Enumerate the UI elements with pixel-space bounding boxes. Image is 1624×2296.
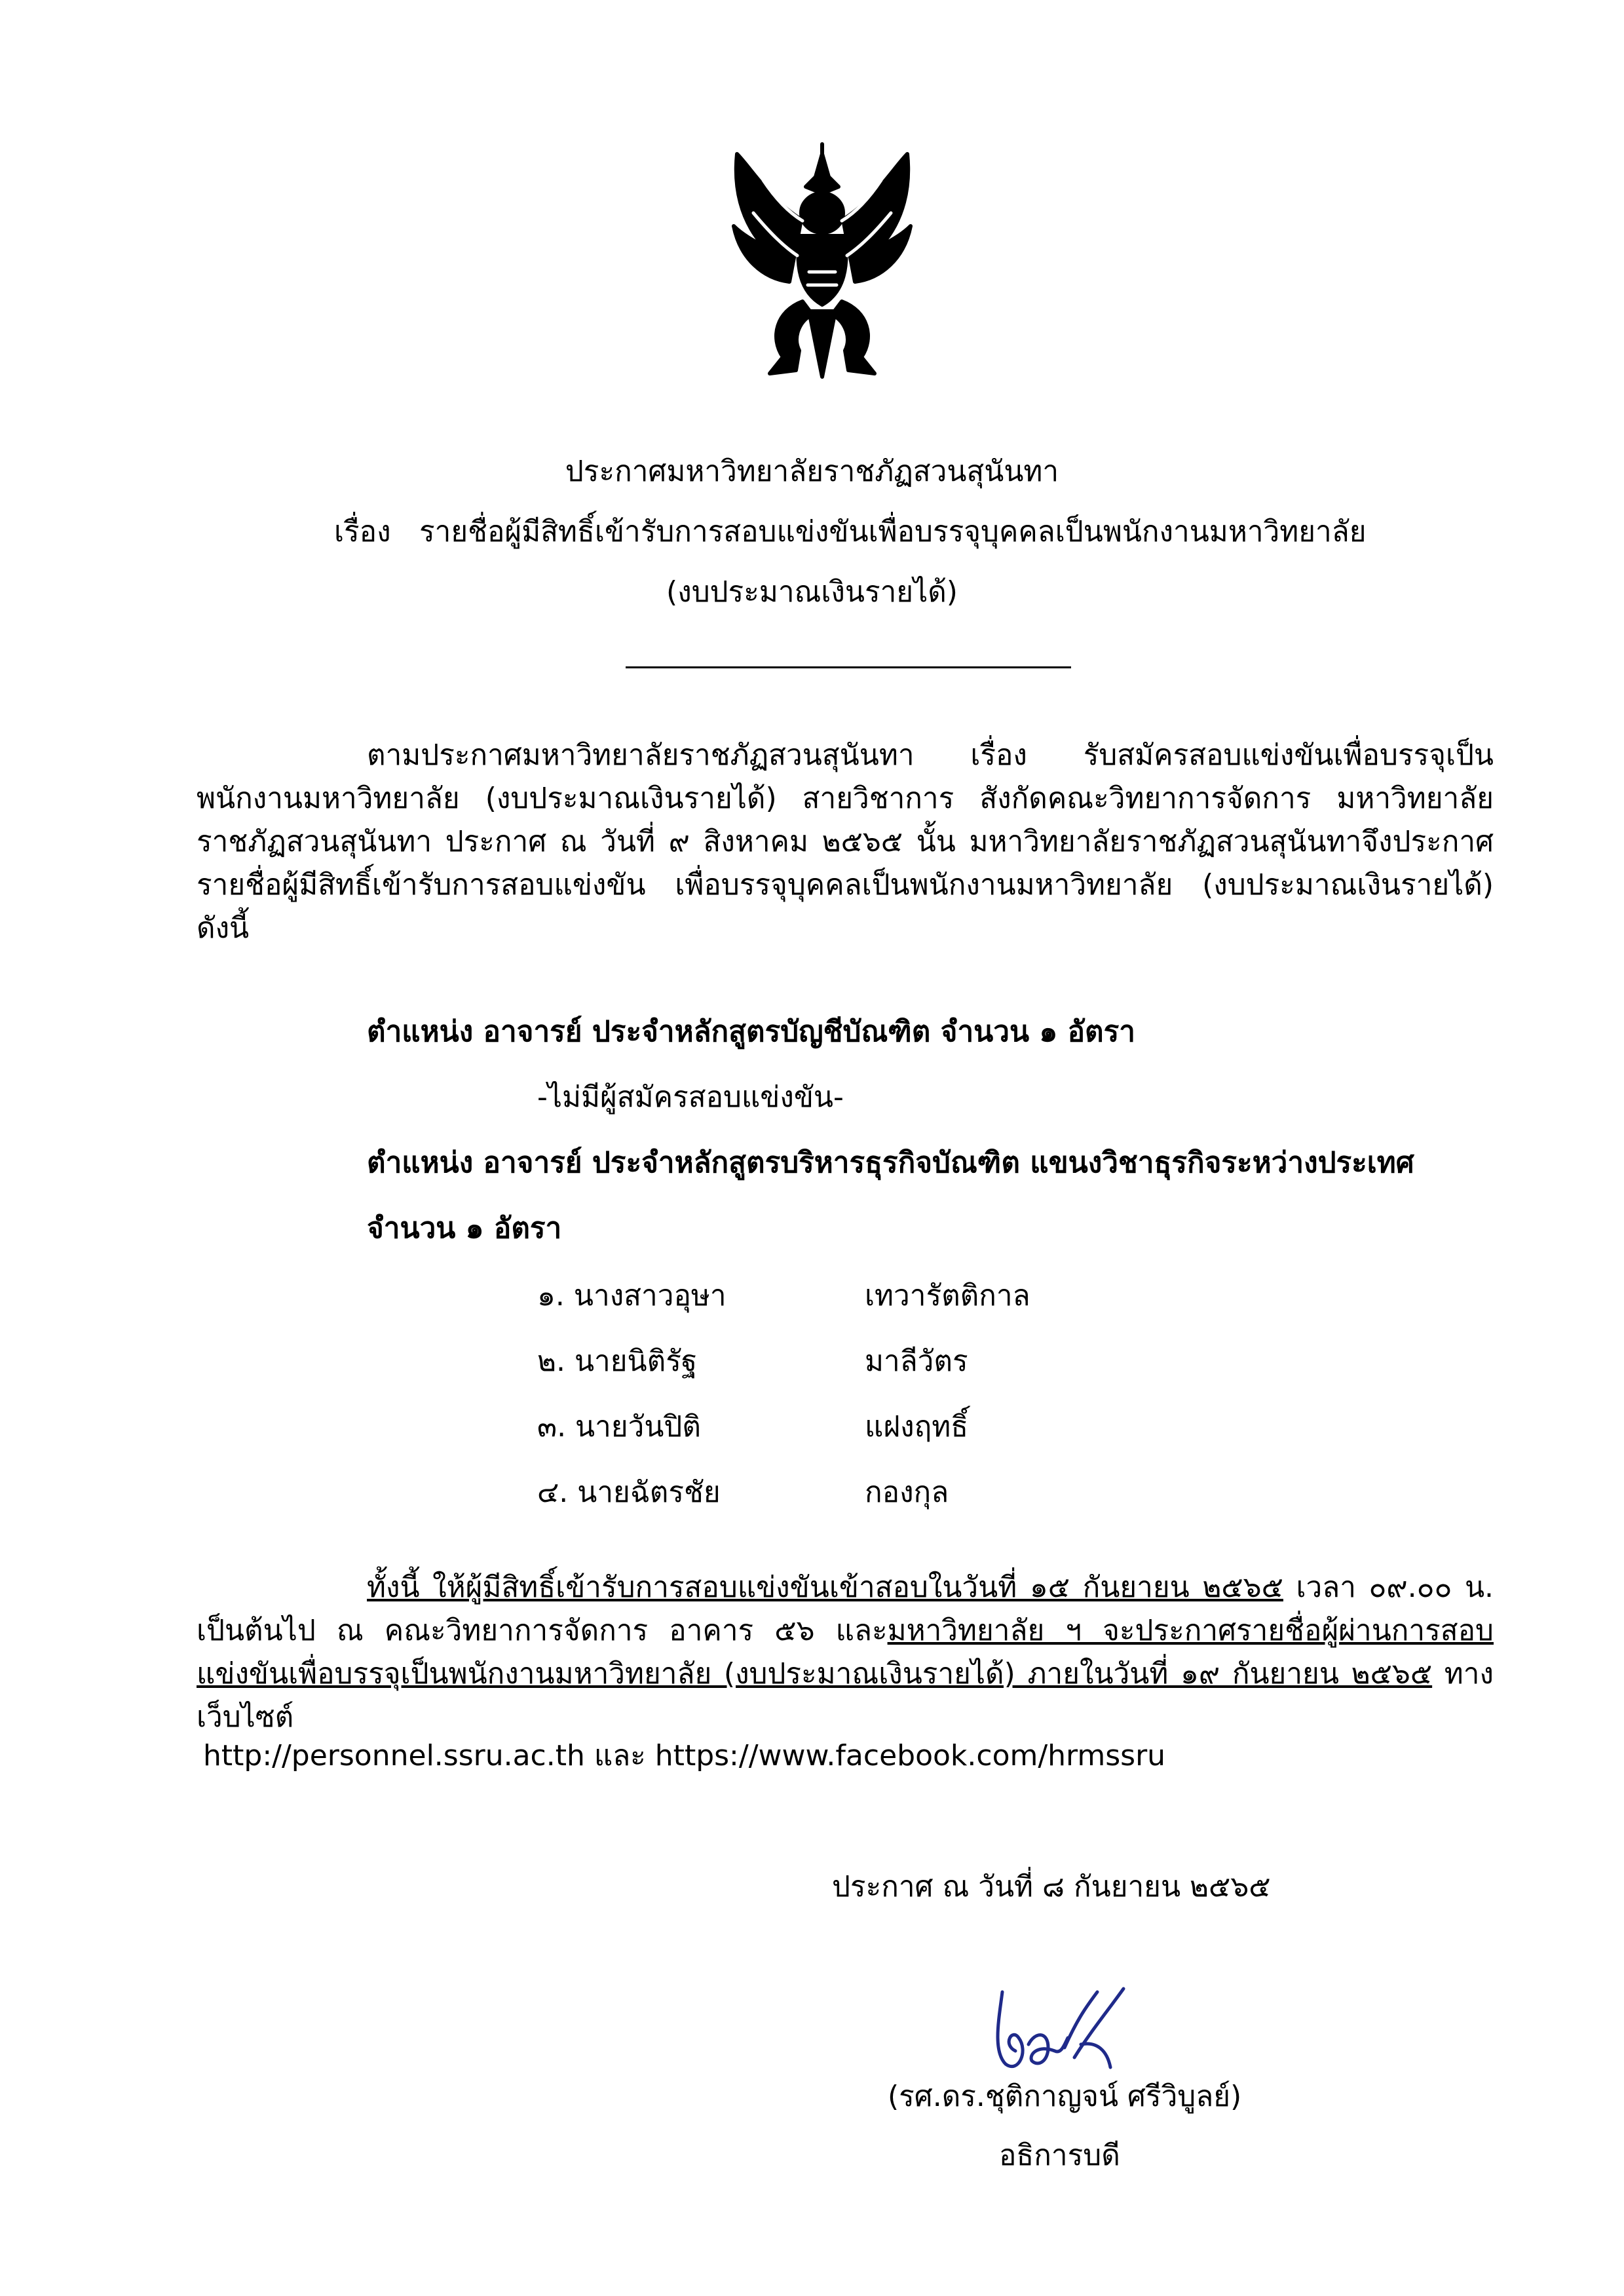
exam-date-text: ทั้งนี้ ให้ผู้มีสิทธิ์เข้ารับการสอบแข่งขันเข้าสอบในวันที่ ๑๕ กันยายน ๒๕๖๕ <box>367 1571 1283 1604</box>
signer-title: อธิการบดี <box>999 2139 1120 2172</box>
intro-text: ตามประกาศมหาวิทยาลัยราชภัฏสวนสุนันทา เรื่อง รับสมัครสอบแข่งขันเพื่อบรรจุเป็นพนักงานมหาวิทยาลัย (งบประมาณเงินรายได้) สายวิชาการ สังกัดคณะวิทยาการจัดการ มหาวิทยาลัยราชภัฏสวนสุนันทา ประกาศ ณ วันที่ ๙ สิงหาคม ๒๕๖๕ นั้น มหาวิทยาลัยราชภัฏสวนสุนันทาจึงประกาศรายชื่อผู้มีสิทธิ์เข้ารับการสอบแข่งขัน เพื่อบรรจุบุคคลเป็นพนักงานมหาวิทยาลัย (งบประมาณเงินรายได้) ดังนี้ <box>197 738 1494 945</box>
signature-icon <box>966 1966 1163 2084</box>
result-date-text: มหาวิทยาลัย ฯ จะประกาศรายชื่อผู้ผ่านการสอบแข่งขันเพื่อบรรจุเป็นพนักงานมหาวิทยาลัย (งบประมาณเงินรายได้) ภายในวันที่ ๑๙ กันยายน ๒๕๖๕ <box>197 1614 1494 1691</box>
announcement-title: ประกาศมหาวิทยาลัยราชภัฏสวนสุนันทา <box>565 455 1059 488</box>
position-1-title: ตำแหน่ง อาจารย์ ประจำหลักสูตรบัญชีบัณฑิต จำนวน ๑ อัตรา <box>367 1015 1135 1048</box>
candidate-3-last: แฝงฤทธิ์ <box>865 1410 969 1444</box>
position-1-note: -ไม่มีผู้สมัครสอบแข่งขัน- <box>537 1081 844 1114</box>
closing-paragraph <box>197 1566 1494 1739</box>
candidate-4-last: กองกุล <box>865 1476 949 1509</box>
budget-text: (งบประมาณเงินรายได้) <box>666 575 958 609</box>
garuda-emblem-icon <box>724 141 920 390</box>
subject-label: เรื่อง <box>334 515 391 548</box>
subject-text: รายชื่อผู้มีสิทธิ์เข้ารับการสอบแข่งขันเพื่อบรรจุบุคคลเป็นพนักงานมหาวิทยาลัย <box>419 515 1367 548</box>
intro-paragraph <box>197 734 1494 950</box>
website-links: http://personnel.ssru.ac.th และ https://www.facebook.com/hrmssru <box>203 1739 1166 1772</box>
exam-venue-text: เวลา ๐๙.๐๐ น. เป็นต้นไป ณ คณะวิทยาการจัดการ อาคาร ๕๖ และ <box>197 1571 1494 1647</box>
position-2-title: ตำแหน่ง อาจารย์ ประจำหลักสูตรบริหารธุรกิจบัณฑิต แขนงวิชาธุรกิจระหว่างประเทศ <box>367 1146 1414 1179</box>
position-2-title-line2: จำนวน ๑ อัตรา <box>367 1212 562 1245</box>
candidate-1-last: เทวารัตติกาล <box>865 1279 1030 1312</box>
candidate-2-first: ๒. นายนิติรัฐ <box>537 1345 698 1378</box>
title-divider <box>626 666 1071 668</box>
candidate-2-last: มาลีวัตร <box>865 1345 968 1378</box>
candidate-3-first: ๓. นายวันปิติ <box>537 1410 701 1444</box>
candidate-1-first: ๑. นางสาวอุษา <box>537 1279 727 1312</box>
candidate-4-first: ๔. นายฉัตรชัย <box>537 1476 721 1509</box>
website-label: ทางเว็บไซต์ <box>197 1657 1494 1734</box>
announcement-date: ประกาศ ณ วันที่ ๘ กันยายน ๒๕๖๕ <box>832 1870 1271 1904</box>
signer-name: (รศ.ดร.ชุติกาญจน์ ศรีวิบูลย์) <box>888 2080 1242 2113</box>
